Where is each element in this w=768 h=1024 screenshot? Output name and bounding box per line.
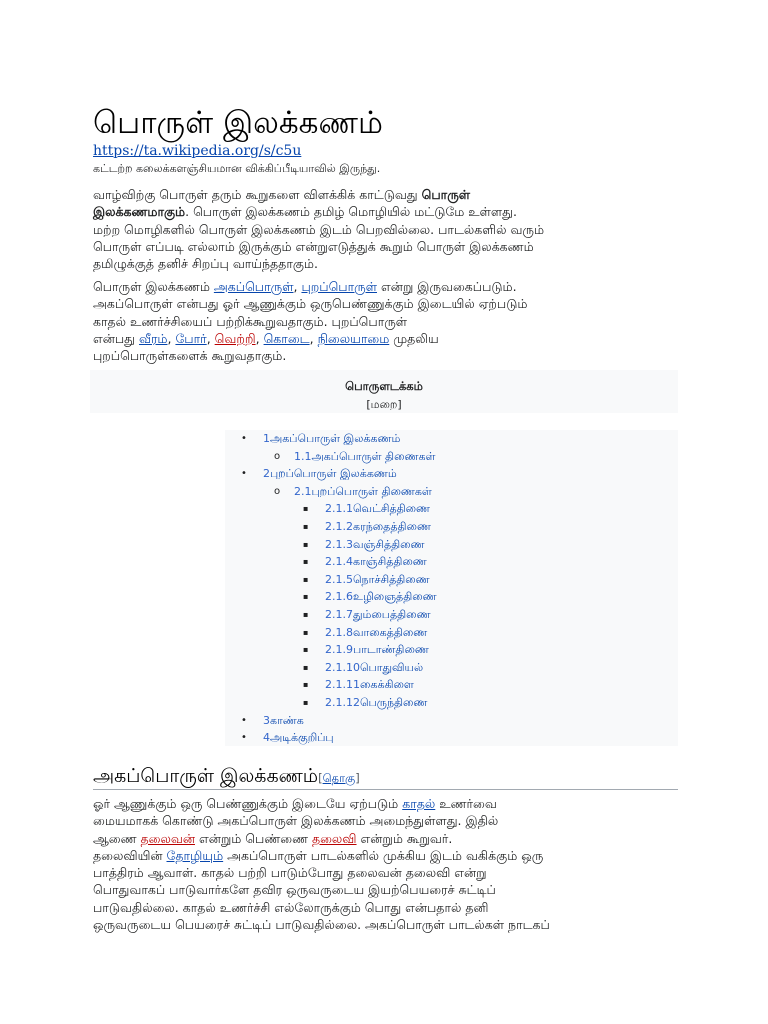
intro-line-1 [93,186,693,203]
toc-item[interactable] [303,641,429,658]
division-paragraph [93,278,693,364]
puram-link[interactable]: புறப்பொருள் [301,279,377,294]
toc-item-number: 1 [263,432,270,445]
akam-paragraph [93,795,693,933]
akam-line-7: பாடுவதில்லை. காதல் உணர்ச்சி எல்லோருக்கும் பொது என்பதால் தனி [93,899,489,915]
division-line-3: காதல் உணர்ச்சியைப் பற்றிக்கூறுவதாகும். புறப்பொருள் [93,313,408,329]
division-line-4 [93,330,693,347]
toc-title: பொருளடக்கம் [345,379,423,393]
kadhal-link[interactable]: காதல் [402,796,436,811]
kodai-link[interactable]: கொடை [263,330,310,346]
toc-item-label: அகப்பொருள் திணைகள் [311,449,436,463]
separator: , [293,279,302,294]
akam-text: என்றும் பெண்ணை [194,830,312,846]
toc-item[interactable] [241,712,304,729]
page-title: பொருள் இலக்கணம் [93,105,383,141]
toc-bullet-icon: ▪ [303,574,309,584]
akam-text: ஆணை [93,830,141,846]
akam-line-1 [93,795,693,812]
toc-item[interactable] [303,694,428,711]
por-link[interactable]: போர் [175,330,207,346]
veeram-link[interactable]: வீரம் [139,330,168,346]
edit-link[interactable]: தொகு [322,771,356,785]
toc-item-label: பாடாண்திணை [353,643,429,657]
intro-paragraph [93,186,693,272]
toc-item-label: வாகைத்திணை [353,625,428,639]
akam-text: உணர்வை [435,796,497,811]
toc-item-label: வெட்சித்திணை [353,502,431,516]
intro-text: வாழ்விற்கு பொருள் தரும் கூறுகளை விளக்கிக் காட்டுவது [93,187,422,202]
akam-text: அகப்பொருள் பாடல்களில் முக்கிய இடம் வகிக்கும் ஒரு [223,847,544,863]
division-line-2: அகப்பொருள் என்பது ஓர் ஆணுக்கும் ஒருபெண்ணுக்கும் இடையில் ஏற்படும் [93,296,528,312]
toc-item-label: பொதுவியல் [360,660,424,674]
toc-item[interactable] [303,606,431,623]
toc-bullet-icon: • [241,732,247,744]
toc-item[interactable] [241,729,334,746]
toc-item-label: கைக்கிளை [360,678,414,692]
toc-item-label: அடிக்குறிப்பு [270,731,334,745]
toc-item[interactable] [241,465,397,482]
toc-item-number: 2.1.4 [325,555,353,569]
toc-item-number: 2.1.3 [325,537,353,551]
intro-line-2 [93,203,693,220]
source-url-link[interactable]: https://ta.wikipedia.org/s/c5u [93,143,302,159]
toc-item-number: 2.1.7 [325,608,353,621]
toc-bullet-icon: ▪ [303,522,309,531]
toc-bullet-icon: ▪ [303,504,309,514]
toc-item-label: காஞ்சித்திணை [353,555,427,569]
toc-item-number: 1.1 [294,449,312,463]
toc-bullet-icon: ▪ [303,557,309,567]
source-note: கட்டற்ற கலைக்களஞ்சியமான விக்கிப்பீடியாவில் இருந்து. [93,162,381,175]
toc-item-label: தும்பைத்திணை [353,608,431,621]
toc-bullet-icon: ▪ [303,698,309,707]
toc-bullet-icon: • [241,468,247,480]
separator: , [167,330,176,346]
toc-header [90,370,678,413]
toc-list [225,430,678,746]
toc-item-label: காண்க [270,713,304,727]
toc-item-number: 2.1.9 [325,643,353,657]
toc-item-number: 2.1.12 [325,696,360,709]
toc-bullet-icon: ▪ [303,662,309,672]
toc-item[interactable] [303,536,425,553]
thalaivan-link[interactable]: தலைவன் [140,830,195,846]
intro-text: . பொருள் இலக்கணம் தமிழ் மொழியில் மட்டுமே உள்ளது. [185,204,517,220]
intro-line-5: தமிழுக்குத் தனிச் சிறப்பு வாய்ந்ததாகும். [93,256,318,272]
toc-bullet-icon: ▪ [303,645,309,655]
toc-bullet-icon: ▪ [303,610,309,619]
akam-line-2: மையமாகக் கொண்டு அகப்பொருள் இலக்கணம் அமைந்துள்ளது. இதில் [93,813,499,829]
toc-item-number: 2 [263,467,270,481]
edit-bracket: ] [355,771,360,785]
separator: , [206,330,215,346]
division-text: என்று இருவகைப்படும். [377,279,517,294]
nilaiyamai-link[interactable]: நிலையாமை [317,330,390,346]
toc-toggle[interactable]: [மறை] [366,398,402,411]
thozhi-link[interactable]: தோழியும் [166,847,224,863]
toc-item-label: உழிஞைத்திணை [353,590,437,604]
toc-item-label: அகப்பொருள் இலக்கணம் [270,432,401,445]
toc-item-number: 2.1.8 [325,625,353,639]
akam-text: ஓர் ஆணுக்கும் ஒரு பெண்ணுக்கும் இடையே ஏற்படும் [93,796,403,811]
toc-item-number: 2.1.10 [325,660,360,674]
division-line-5: புறப்பொருள்களைக் கூறுவதாகும். [93,348,287,364]
akam-text: தலைவியின் [93,847,167,863]
toc-item-number: 2.1.5 [325,572,353,586]
akam-line-4 [93,847,693,864]
toc-item[interactable] [241,430,401,447]
toc-item-label: நொச்சித்திணை [353,572,430,586]
separator: , [255,330,264,346]
division-text: பொருள் இலக்கணம் [93,279,214,294]
toc-item[interactable] [303,588,437,605]
toc-bullet-icon: ▪ [303,627,309,637]
toc-bullet-icon: o [274,485,281,497]
akam-link[interactable]: அகப்பொருள் [213,279,294,294]
toc-item-number: 3 [263,713,270,727]
intro-bold-term: பொருள் [421,187,471,202]
toc-item-label: பெருந்திணை [360,696,428,709]
division-text: முதலிய [389,330,439,346]
toc-bullet-icon: • [241,714,247,726]
toc-item-label: வஞ்சித்திணை [353,537,425,551]
section-heading [93,764,678,790]
section-title: அகப்பொருள் இலக்கணம் [93,765,319,787]
toc-item[interactable] [303,676,414,693]
toc-item-number: 2.1.11 [325,678,360,692]
toc-item[interactable] [303,553,427,570]
toc-item-number: 2.1 [294,484,312,498]
akam-line-6: பொதுவாகப் பாடுவார்களே தவிர ஒருவருடைய இயற்பெயரைச் சுட்டிப் [93,882,496,898]
toc-item-number: 2.1.6 [325,590,353,604]
toc-bullet-icon: o [274,450,281,462]
separator: , [309,330,318,346]
edit-bracket: [ [318,771,323,785]
toc-item-label: கரந்தைத்திணை [353,520,431,533]
toc-bullet-icon: ▪ [303,592,309,602]
toc-item[interactable] [303,624,428,641]
intro-line-3: மற்ற மொழிகளில் பொருள் இலக்கணம் இடம் பெறவில்லை. பாடல்களில் வரும் [93,221,545,237]
toc-bullet-icon: ▪ [303,539,309,549]
toc-item[interactable] [274,483,432,500]
toc-item[interactable] [274,448,436,465]
intro-bold-term: இலக்கணமாகும் [93,204,186,220]
edit-section [318,771,360,785]
toc-item-number: 2.1.2 [325,520,353,533]
intro-line-4: பொருள் எப்படி எல்லாம் இருக்கும் என்றுஎடுத்துக் கூறும் பொருள் இலக்கணம் [93,238,534,254]
akam-line-5: பாத்திரம் ஆவாள். காதல் பற்றி பாடும்போது தலைவன் தலைவி என்று [93,865,487,881]
toc-item[interactable] [303,659,424,676]
toc-item-number: 4 [263,731,270,745]
toc-bullet-icon: • [241,433,247,444]
toc-bullet-icon: ▪ [303,680,309,690]
toc-item[interactable] [303,518,431,535]
division-line-1 [93,278,693,295]
akam-text: என்றும் கூறுவர். [356,830,453,846]
toc-item-label: புறப்பொருள் இலக்கணம் [270,467,397,481]
thalaivi-link[interactable]: தலைவி [311,830,357,846]
division-text: என்பது [93,330,139,346]
toc-item[interactable] [303,571,430,588]
toc-item[interactable] [303,500,431,517]
akam-line-8: ஒருவருடைய பெயரைச் சுட்டிப் பாடுவதில்லை. அகப்பொருள் பாடல்கள் நாடகப் [93,917,550,933]
vetri-link[interactable]: வெற்றி [214,330,256,346]
akam-line-3 [93,830,693,847]
toc-item-label: புறப்பொருள் திணைகள் [311,484,432,498]
toc-item-number: 2.1.1 [325,502,353,516]
